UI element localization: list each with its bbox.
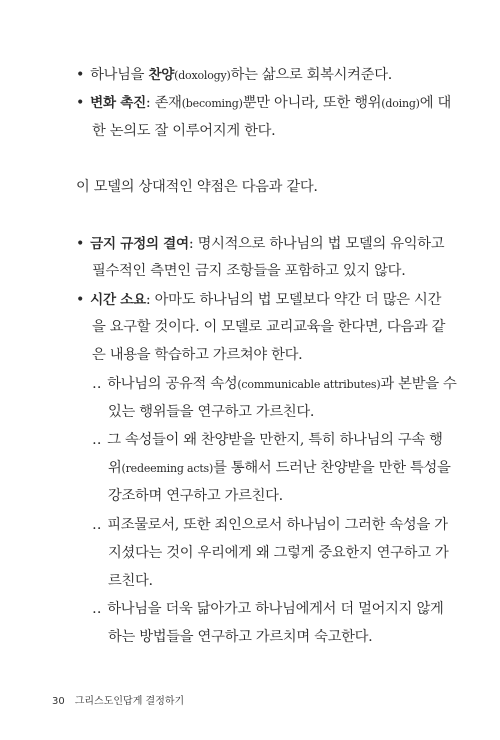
bullet-change-promotion-line2: 한 논의도 잘 이루어지게 한다. bbox=[92, 123, 276, 139]
sub-bullet-marker: ‥ bbox=[92, 601, 102, 617]
english-gloss: (becoming) bbox=[181, 97, 243, 110]
sub-bullet-praiseworthy-line2 bbox=[108, 457, 451, 477]
bullet-lack-of-prohibitions-line2: 필수적인 측면인 금지 조항들을 포함하고 있지 않다. bbox=[92, 263, 406, 279]
text: 피조물로서, 또한 죄인으로서 하나님이 그러한 속성을 가 bbox=[107, 517, 448, 533]
text: 위 bbox=[108, 460, 122, 476]
text: 하나님을 더욱 닮아가고 하나님에게서 더 멀어지지 않게 bbox=[107, 601, 444, 617]
sub-bullet-resemble-god-line2: 하는 방법들을 연구하고 가르치며 숙고한다. bbox=[108, 629, 373, 645]
sub-bullet-importance bbox=[92, 514, 448, 534]
page-number: 30 bbox=[52, 696, 65, 707]
bullet-change-promotion bbox=[76, 91, 451, 112]
text: : 존재 bbox=[145, 95, 182, 111]
bullet-time-consumption-line2: 을 요구할 것이다. 이 모델로 교리교육을 한다면, 다음과 같 bbox=[92, 319, 446, 335]
text: 과 본받을 수 bbox=[380, 376, 457, 392]
text: 를 통해서 드러난 찬양받을 만한 특성을 bbox=[213, 460, 451, 476]
bullet-doxology bbox=[76, 63, 392, 84]
book-title: 그리스도인답게 결정하기 bbox=[74, 696, 185, 707]
bold-term: 시간 소요 bbox=[90, 292, 146, 308]
bold-term: 금지 규정의 결여 bbox=[90, 236, 189, 252]
sub-bullet-importance-line3: 르친다. bbox=[108, 573, 153, 589]
sub-bullet-marker: ‥ bbox=[92, 432, 102, 448]
text: 뿐만 아니라, 또한 행위 bbox=[242, 95, 382, 111]
sub-bullet-praiseworthy bbox=[92, 429, 443, 449]
english-gloss: (communicable attributes) bbox=[237, 378, 381, 391]
text: 하는 삶으로 회복시켜준다. bbox=[230, 67, 392, 83]
page-footer bbox=[52, 692, 184, 707]
bullet-marker: • bbox=[76, 236, 85, 252]
bold-term: 변화 촉진 bbox=[90, 95, 146, 111]
text: 하나님의 공유적 속성 bbox=[107, 376, 238, 392]
sub-bullet-resemble-god bbox=[92, 598, 443, 618]
text: 에 대 bbox=[419, 95, 452, 111]
bullet-lack-of-prohibitions bbox=[76, 232, 444, 253]
text: : 아마도 하나님의 법 모델보다 약간 더 많은 시간 bbox=[145, 292, 442, 308]
sub-bullet-marker: ‥ bbox=[92, 376, 102, 392]
bullet-marker: • bbox=[76, 292, 85, 308]
sub-bullet-praiseworthy-line3: 강조하며 연구하고 가르친다. bbox=[108, 488, 283, 504]
bold-term: 찬양 bbox=[148, 67, 175, 83]
bullet-time-consumption bbox=[76, 288, 441, 309]
bullet-marker: • bbox=[76, 95, 85, 111]
bullet-marker: • bbox=[76, 67, 85, 83]
sub-bullet-importance-line2: 지셨다는 것이 우리에게 왜 그렇게 중요한지 연구하고 가 bbox=[108, 545, 449, 561]
text: 하나님을 bbox=[90, 67, 149, 83]
english-gloss: (doing) bbox=[381, 97, 420, 110]
text: 그 속성들이 왜 찬양받을 만한지, 특히 하나님의 구속 행 bbox=[107, 432, 443, 448]
sub-bullet-communicable-attributes-line2: 있는 행위들을 연구하고 가르친다. bbox=[108, 404, 315, 420]
sub-bullet-communicable-attributes bbox=[92, 373, 456, 393]
english-gloss: (doxology) bbox=[174, 69, 231, 82]
paragraph-weaknesses: 이 모델의 상대적인 약점은 다음과 같다. bbox=[76, 179, 318, 195]
text: : 명시적으로 하나님의 법 모델의 유익하고 bbox=[188, 236, 445, 252]
english-gloss: (redeeming acts) bbox=[121, 462, 214, 475]
sub-bullet-marker: ‥ bbox=[92, 517, 102, 533]
bullet-time-consumption-line3: 은 내용을 학습하고 가르쳐야 한다. bbox=[92, 347, 303, 363]
